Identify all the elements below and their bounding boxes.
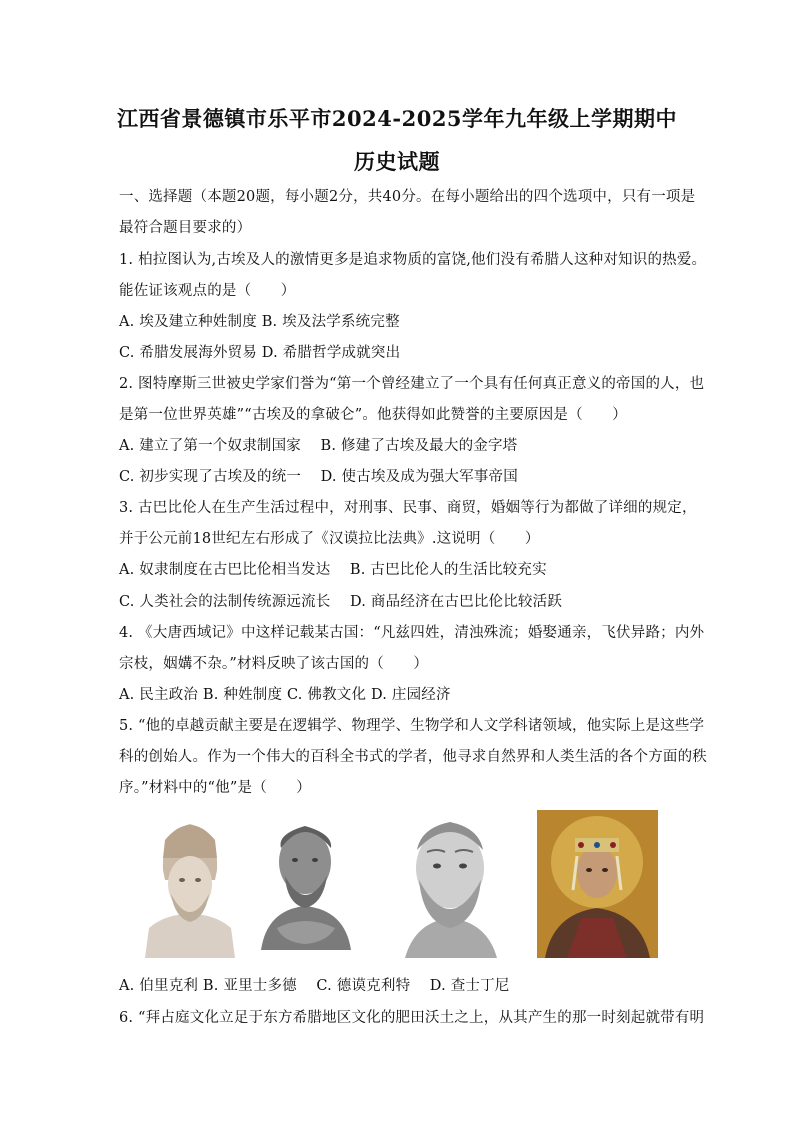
question-5-stem: 5. “他的卓越贡献主要是在逻辑学、物理学、生物学和人文学科诸领域，他实际上是这些学 <box>119 718 705 734</box>
exam-subject-title: 历史试题 <box>354 149 440 174</box>
question-2-options: A. 建立了第一个奴隶制国家 B. 修建了古埃及最大的金字塔 <box>119 438 518 454</box>
question-1-stem: 1. 柏拉图认为,古埃及人的激情更多是追求物质的富饶,他们没有希腊人这种对知识的热爱。 <box>119 252 707 268</box>
justinian-mosaic-image <box>537 810 658 958</box>
question-4-stem: 4. 《大唐西域记》中这样记载某古国：“凡兹四姓，清浊殊流；婚娶通亲，飞伏异路；内外 <box>119 625 705 641</box>
exam-title: 江西省景德镇市乐平市2024-2025学年九年级上学期期中 <box>116 106 678 131</box>
question-1-options: A. 埃及建立种姓制度 B. 埃及法学系统完整 <box>119 314 400 330</box>
question-2-stem: 2. 图特摩斯三世被史学家们誉为“第一个曾经建立了一个具有任何真正意义的帝国的人，也 <box>119 376 705 392</box>
question-5-stem-cont: 科的创始人。作为一个伟大的百科全书式的学者，他寻求自然界和人类生活的各个方面的秩 <box>119 749 707 765</box>
question-5-images <box>135 810 660 958</box>
aristotle-bust-image <box>247 810 365 958</box>
question-3-options: C. 人类社会的法制传统源远流长 D. 商品经济在古巴比伦比较活跃 <box>119 594 563 610</box>
question-5-stem-cont: 序。”材料中的“他”是（ ） <box>119 780 311 796</box>
question-3-stem-cont: 并于公元前18世纪左右形成了《汉谟拉比法典》.这说明（ ） <box>119 531 540 547</box>
section-heading-cont: 最符合题目要求的） <box>119 220 252 236</box>
question-4-stem-cont: 宗枝，姻媾不杂。”材料反映了该古国的（ ） <box>119 656 429 672</box>
section-heading: 一、选择题（本题20题，每小题2分，共40分。在每小题给出的四个选项中，只有一项是 <box>119 189 696 205</box>
democritus-bust-image <box>375 810 525 958</box>
question-2-stem-cont: 是第一位世界英雄”“古埃及的拿破仑”。他获得如此赞誉的主要原因是（ ） <box>119 407 627 423</box>
question-4-options: A. 民主政治 B. 种姓制度 C. 佛教文化 D. 庄园经济 <box>119 687 451 703</box>
question-1-stem-cont: 能佐证该观点的是（ ） <box>119 283 296 299</box>
question-5-options: A. 伯里克利 B. 亚里士多德 C. 德谟克利特 D. 查士丁尼 <box>119 978 510 994</box>
question-2-options: C. 初步实现了古埃及的统一 D. 使古埃及成为强大军事帝国 <box>119 469 518 485</box>
question-1-options: C. 希腊发展海外贸易 D. 希腊哲学成就突出 <box>119 345 401 361</box>
pericles-bust-image <box>135 810 245 958</box>
question-3-stem: 3. 古巴比伦人在生产生活过程中，对刑事、民事、商贸，婚姻等行为都做了详细的规定， <box>119 500 697 516</box>
question-6-stem: 6. “拜占庭文化立足于东方希腊地区文化的肥田沃土之上，从其产生的那一时刻起就带有明 <box>119 1010 705 1026</box>
question-3-options: A. 奴隶制度在古巴比伦相当发达 B. 古巴比伦人的生活比较充实 <box>119 562 547 578</box>
